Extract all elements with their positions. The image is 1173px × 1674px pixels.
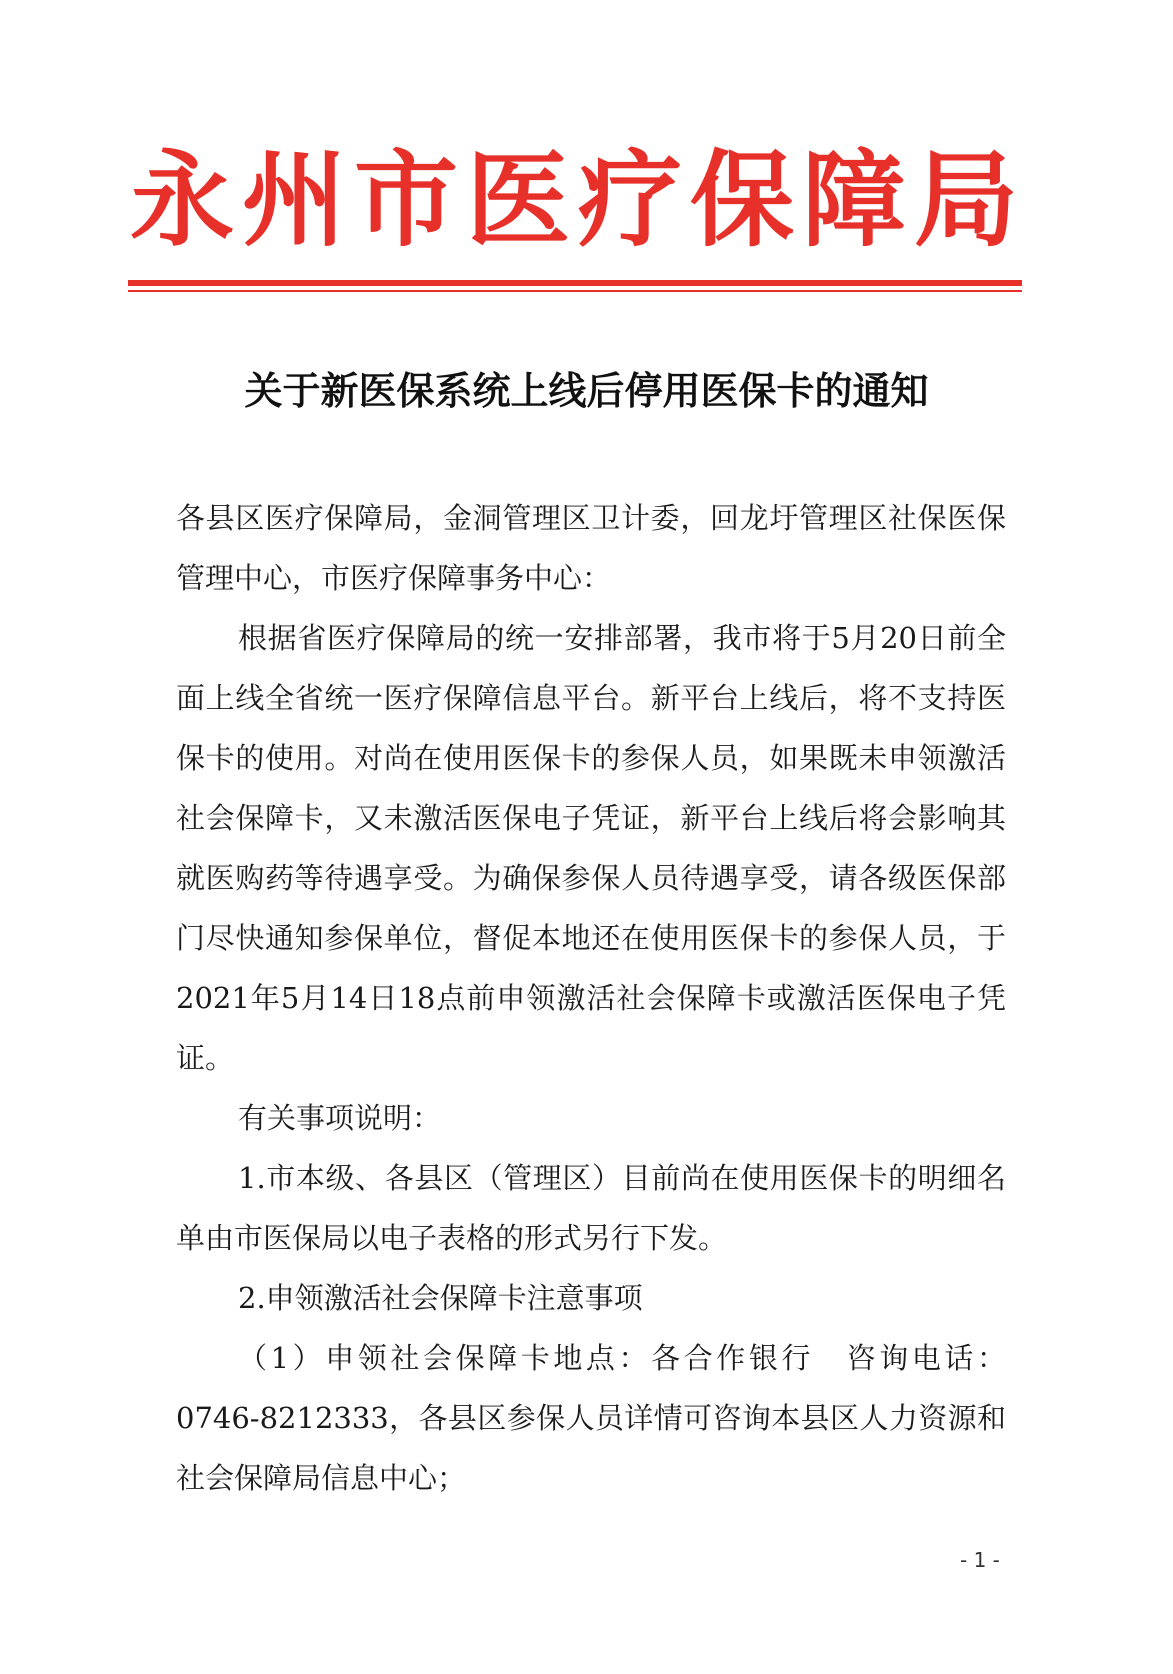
body-paragraph: 2.申领激活社会保障卡注意事项	[238, 1281, 643, 1315]
body-paragraph: （1）申领社会保障卡地点：各合作银行 咨询电话：0746-8212333，各县区参保人员详情可咨询本县区人力资源和社会保障局信息中心；	[176, 1341, 1006, 1495]
page-number: - 1 -	[960, 1548, 1000, 1572]
agency-letterhead: 永州市医疗保障局	[130, 138, 1027, 261]
body-paragraph: 根据省医疗保障局的统一安排部署，我市将于5月20日前全面上线全省统一医疗保障信息平台。新平台上线后，将不支持医保卡的使用。对尚在使用医保卡的参保人员，如果既未申领激活社会保障卡，又未激活医保电子凭证，新平台上线后将会影响其就医购药等待遇享受。为确保参保人员待遇享受，请各级医保部门尽快通知参保单位，督促本地还在使用医保卡的参保人员，于2021年5月14日18点前申领激活社会保障卡或激活医保电子凭证。	[176, 621, 1006, 1075]
body-paragraph: 1.市本级、各县区（管理区）目前尚在使用医保卡的明细名单由市医保局以电子表格的形式另行下发。	[176, 1161, 1006, 1255]
letterhead-rule-thick	[128, 280, 1022, 286]
document-title: 关于新医保系统上线后停用医保卡的通知	[244, 368, 929, 413]
recipients-line: 各县区医疗保障局，金洞管理区卫计委，回龙圩管理区社保医保管理中心，市医疗保障事务中心：	[176, 501, 1006, 595]
letterhead-rule-thin	[128, 290, 1022, 292]
body-paragraph: 有关事项说明：	[238, 1101, 442, 1135]
document-body	[176, 488, 1006, 1508]
